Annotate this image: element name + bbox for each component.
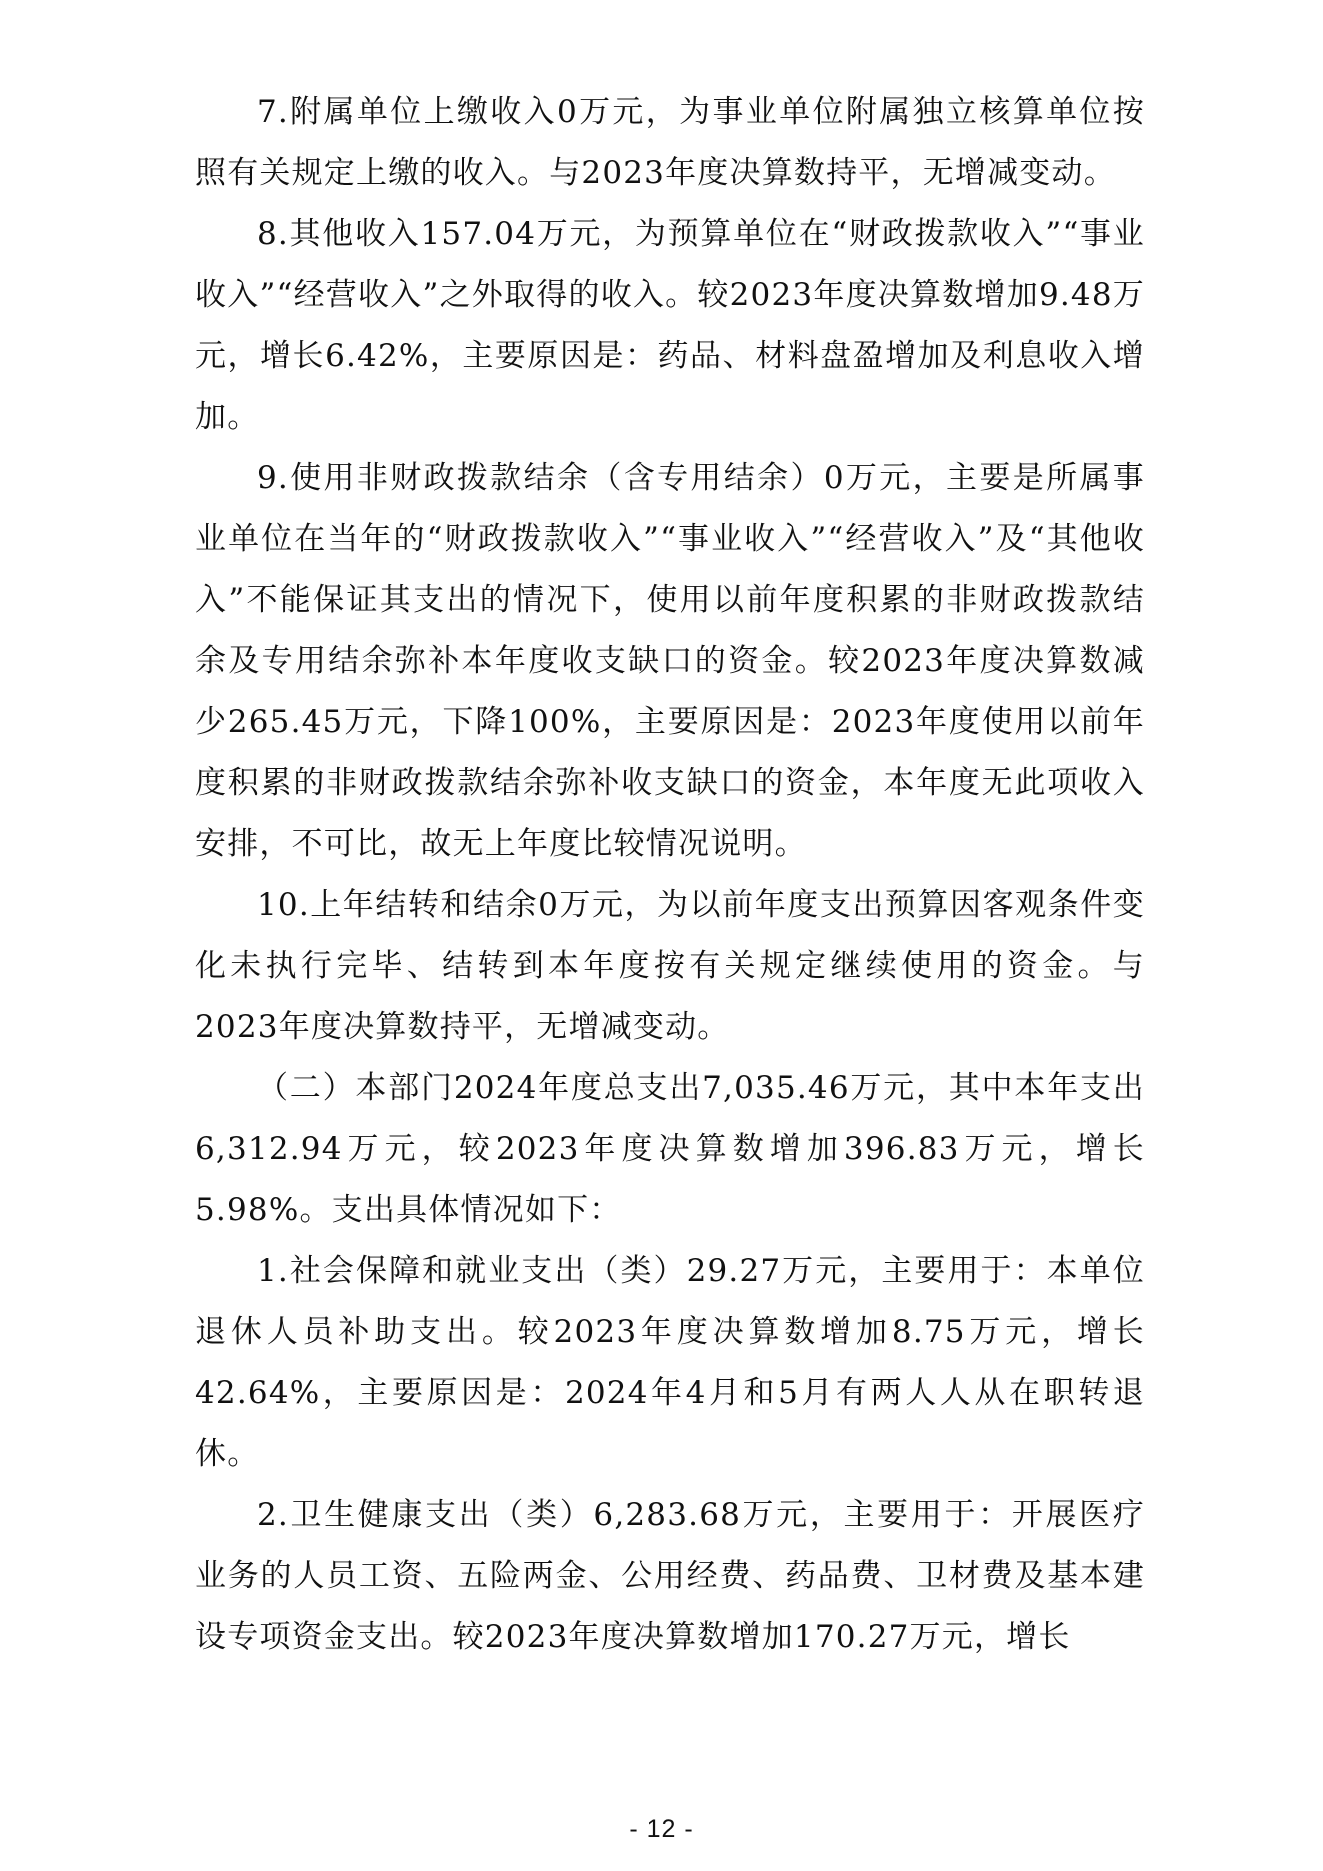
paragraph-non-fiscal-surplus: 9.使用非财政拨款结余（含专用结余）0万元，主要是所属事业单位在当年的“财政拨款收入”“事业收入”“经营收入”及“其他收入”不能保证其支出的情况下，使用以前年度积累的非财政拨款结余及专用结余弥补本年度收支缺口的资金。较2023年度决算数减少265.45万元，下降100%，主要原因是：2023年度使用以前年度积累的非财政拨款结余弥补收支缺口的资金，本年度无此项收入安排，不可比，故无上年度比较情况说明。 (195, 460, 1145, 862)
paragraph-health-expenditure: 2.卫生健康支出（类）6,283.68万元，主要用于：开展医疗业务的人员工资、五险两金、公用经费、药品费、卫材费及基本建设专项资金支出。较2023年度决算数增加170.27万元，增长 (195, 1497, 1145, 1655)
page-number: - 12 - (629, 1815, 694, 1843)
paragraph-total-expenditure: （二）本部门2024年度总支出7,035.46万元，其中本年支出6,312.94万元，较2023年度决算数增加396.83万元，增长5.98%。支出具体情况如下： (195, 1070, 1145, 1228)
paragraph-attached-unit-income: 7.附属单位上缴收入0万元，为事业单位附属独立核算单位按照有关规定上缴的收入。与2023年度决算数持平，无增减变动。 (195, 94, 1145, 191)
paragraph-carryover-balance: 10.上年结转和结余0万元，为以前年度支出预算因客观条件变化未执行完毕、结转到本年度按有关规定继续使用的资金。与2023年度决算数持平，无增减变动。 (195, 887, 1145, 1045)
paragraph-other-income: 8.其他收入157.04万元，为预算单位在“财政拨款收入”“事业收入”“经营收入”之外取得的收入。较2023年度决算数增加9.48万元，增长6.42%，主要原因是：药品、材料盘盈增加及利息收入增加。 (195, 216, 1145, 435)
paragraph-social-security-expenditure: 1.社会保障和就业支出（类）29.27万元，主要用于：本单位退休人员补助支出。较2023年度决算数增加8.75万元，增长42.64%，主要原因是：2024年4月和5月有两人人从在职转退休。 (195, 1253, 1145, 1472)
document-body (195, 82, 1145, 1668)
